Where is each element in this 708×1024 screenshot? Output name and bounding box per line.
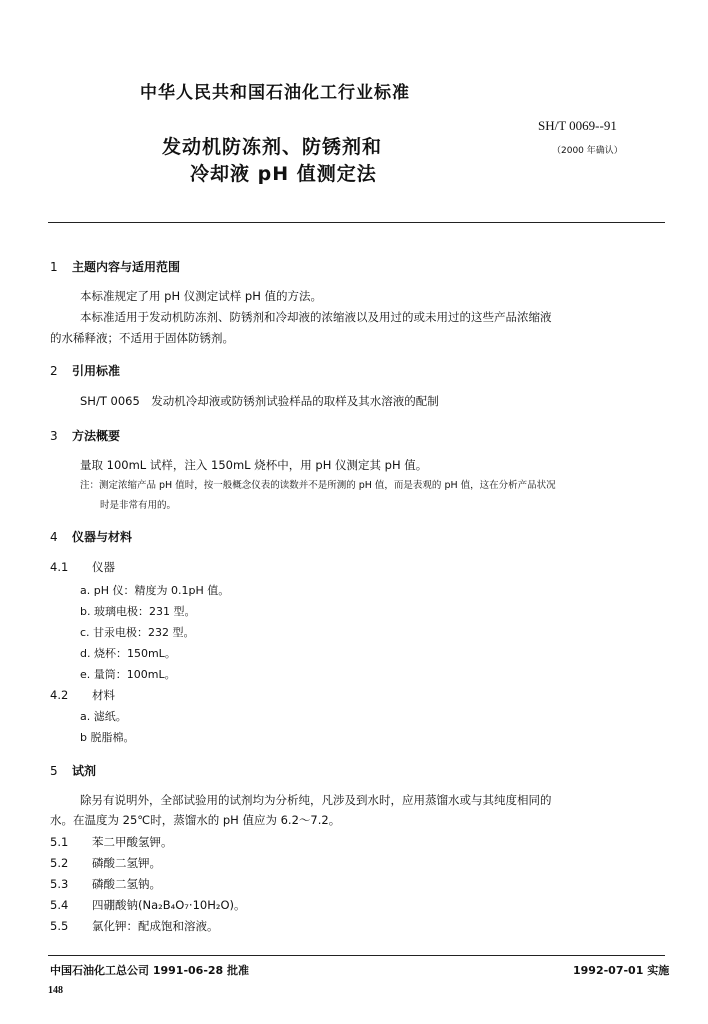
section-1-paragraph-2a: 本标准适用于发动机防冻剂、防锈剂和冷却液的浓缩液以及用过的或未用过的这些产品浓缩液 [80,310,552,324]
section-3-paragraph: 量取 100mL 试样，注入 150mL 烧杯中，用 pH 仪测定其 pH 值。 [80,458,428,472]
standard-category-title: 中华人民共和国石油化工行业标准 [140,83,410,103]
reagent-text: 氯化钾：配成饱和溶液。 [92,919,219,933]
section-5-paragraph-a: 除另有说明外，全部试验用的试剂均为分析纯，凡涉及到水时，应用蒸馏水或与其纯度相同的 [80,793,552,807]
section-3-note-a: 注：测定浓缩产品 pH 值时，按一般概念仪表的读数并不是所测的 pH 值，而是表观的 pH 值，这在分析产品状况 [80,480,556,491]
section-1-heading [50,258,180,275]
section-title: 主题内容与适用范围 [72,260,181,274]
subsection-4-1 [50,559,115,575]
section-title: 仪器与材料 [72,530,133,544]
section-number: 2 [50,364,58,378]
reagent-item [50,855,161,871]
confirmation-note: （2000 年确认） [552,146,623,156]
subsection-4-2 [50,687,115,703]
section-1-paragraph-1: 本标准规定了用 pH 仪测定试样 pH 值的方法。 [80,289,323,303]
reagent-number: 5.5 [50,919,69,933]
footer-divider [48,955,665,956]
list-item: c. 甘汞电极：232 型。 [80,626,195,639]
reagent-item [50,897,246,913]
page-number: 148 [48,985,63,996]
section-title: 方法概要 [72,429,121,443]
subsection-title: 仪器 [92,560,115,574]
section-3-heading [50,427,120,444]
reagent-text: 磷酸二氢钾。 [92,856,161,870]
section-5-paragraph-b: 水。在温度为 25℃时，蒸馏水的 pH 值应为 6.2～7.2。 [50,813,341,827]
list-item: d. 烧杯：150mL。 [80,647,176,660]
reagent-number: 5.3 [50,877,69,891]
section-number: 5 [50,764,58,778]
reagent-item [50,918,219,934]
reagent-text: 苯二甲酸氢钾。 [92,835,173,849]
list-item: e. 量筒：100mL。 [80,668,176,681]
subsection-number: 4.2 [50,688,69,702]
document-title-line-1: 发动机防冻剂、防锈剂和 [162,136,383,158]
subsection-title: 材料 [92,688,115,702]
document-title-line-2: 冷却液 pH 值测定法 [190,163,377,185]
section-title: 试剂 [72,764,97,778]
section-1-paragraph-2b: 的水稀释液；不适用于固体防锈剂。 [50,331,234,345]
reagent-item [50,834,173,850]
list-item: a. pH 仪：精度为 0.1pH 值。 [80,584,230,597]
standard-code: SH/T 0069--91 [538,118,617,133]
effective-date: 1992-07-01 实施 [573,964,670,977]
list-item: b 脱脂棉。 [80,731,135,744]
reagent-item [50,876,161,892]
approval-date: 中国石油化工总公司 1991-06-28 批准 [50,964,250,977]
reagent-text: 四硼酸钠(Na₂B₄O₇·10H₂O)。 [92,898,246,912]
subsection-number: 4.1 [50,560,69,574]
reagent-text: 磷酸二氢钠。 [92,877,161,891]
section-2-heading [50,362,120,379]
section-number: 1 [50,260,58,274]
section-5-heading [50,762,96,779]
reagent-number: 5.1 [50,835,69,849]
list-item: a. 滤纸。 [80,710,127,723]
section-4-heading [50,528,132,545]
header-divider [48,222,665,223]
list-item: b. 玻璃电极：231 型。 [80,605,196,618]
reagent-number: 5.4 [50,898,69,912]
section-number: 4 [50,530,58,544]
section-number: 3 [50,429,58,443]
section-3-note-b: 时是非常有用的。 [100,500,177,511]
section-title: 引用标准 [72,364,121,378]
reagent-number: 5.2 [50,856,69,870]
section-2-reference: SH/T 0065 发动机冷却液或防锈剂试验样品的取样及其水溶液的配制 [80,394,439,408]
